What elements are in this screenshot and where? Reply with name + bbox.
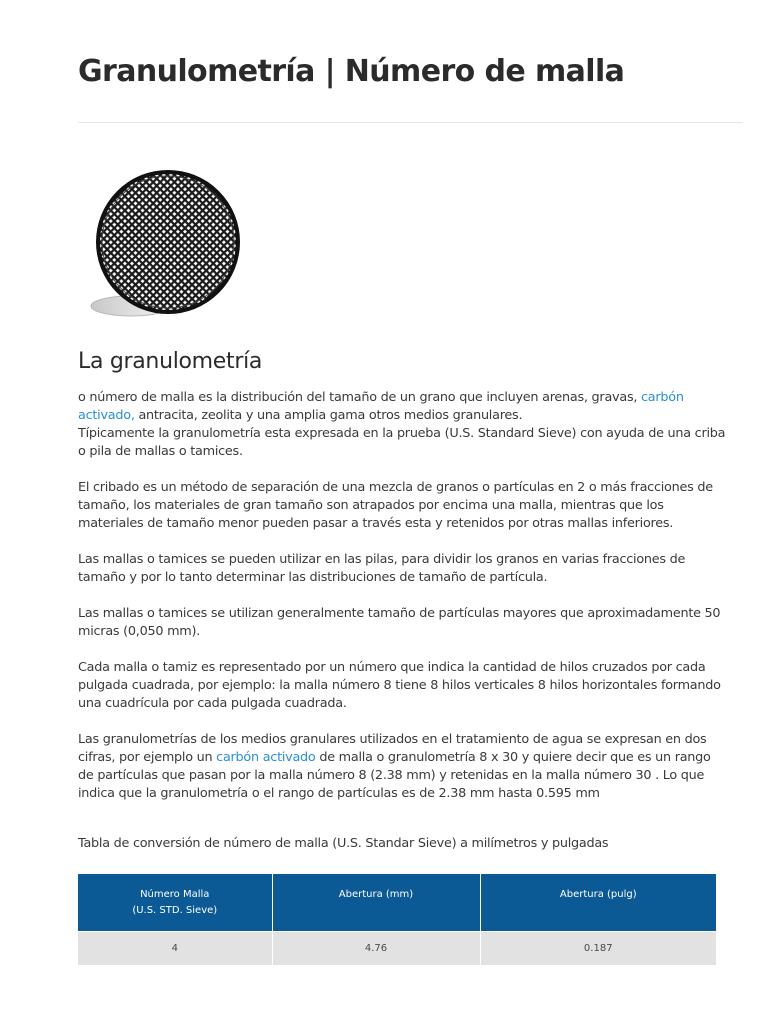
mesh-conversion-table [78,874,716,965]
table-caption: Tabla de conversión de número de malla (U.S. Standar Sieve) a milímetros y pulgadas [78,836,609,851]
header-mesh-standard: (U.S. STD. Sieve) [132,905,218,916]
section-heading: La granulometría [78,349,263,374]
cell-mm: 4.76 [272,931,480,965]
table-row [78,931,716,965]
header-mesh-number [78,874,272,931]
paragraph-sieving: El cribado es un método de separación de una mezcla de granos o partículas en 2 o más fracciones de tamaño, los materiales de gran tamaño son atrapados por encima una malla, mientras que los materiales de tamaño menor pueden pasar a través esta y retenidos por otras mallas inferiores. [78,480,713,531]
paragraph-mesh-number: Cada malla o tamiz es representado por un número que indica la cantidad de hilos cruzados por cada pulgada cuadrada, por ejemplo: la malla número 8 tiene 8 hilos verticales 8 hilos horizontales formando una cuadrícula por cada pulgada cuadrada. [78,660,721,711]
paragraph-particle-size: Las mallas o tamices se utilizan generalmente tamaño de partículas mayores que aproximadamente 50 micras (0,050 mm). [78,606,721,639]
paragraph-example [78,731,728,803]
article-body [78,389,728,821]
cell-in: 0.187 [480,931,716,965]
example-text: Las granulometrías de los medios granulares utilizados en el tratamiento de agua se expresan en dos cifras, por ejemplo un [78,732,707,765]
paragraph-stacks: Las mallas o tamices se pueden utilizar en las pilas, para dividir los granos en varias fracciones de tamaño y por lo tanto determinar las distribuciones de tamaño de partícula. [78,552,686,585]
header-opening-mm: Abertura (mm) [272,874,480,931]
paragraph-intro [78,389,728,425]
intro-text-continued: antracita, zeolita y una amplia gama otros medios granulares. [134,408,523,423]
intro-text: o número de malla es la distribución del tamaño de un grano que incluyen arenas, gravas, [78,390,642,405]
activated-carbon-link-2[interactable]: carbón activado [216,750,316,765]
title-divider [78,122,743,123]
page-title: Granulometría | Número de malla [78,54,625,89]
mesh-sieve-icon [86,170,246,322]
table-header-row [78,874,716,931]
header-mesh-label: Número Malla [140,889,210,900]
example-text-continued: de malla o granulometría 8 x 30 y quiere decir que es un rango de partículas que pasan por la malla número 8 (2.38 mm) y retenidas en la malla número 30 . Lo que indica que la granulometría o el rango de partículas es de 2.38 mm hasta 0.595 mm [78,750,711,801]
cell-mesh: 4 [78,931,272,965]
header-opening-in: Abertura (pulg) [480,874,716,931]
paragraph-standard: Típicamente la granulometría esta expresada en la prueba (U.S. Standard Sieve) con ayuda de una criba o pila de mallas o tamices. [78,426,726,459]
activated-carbon-link[interactable]: carbón activado, [78,390,684,423]
